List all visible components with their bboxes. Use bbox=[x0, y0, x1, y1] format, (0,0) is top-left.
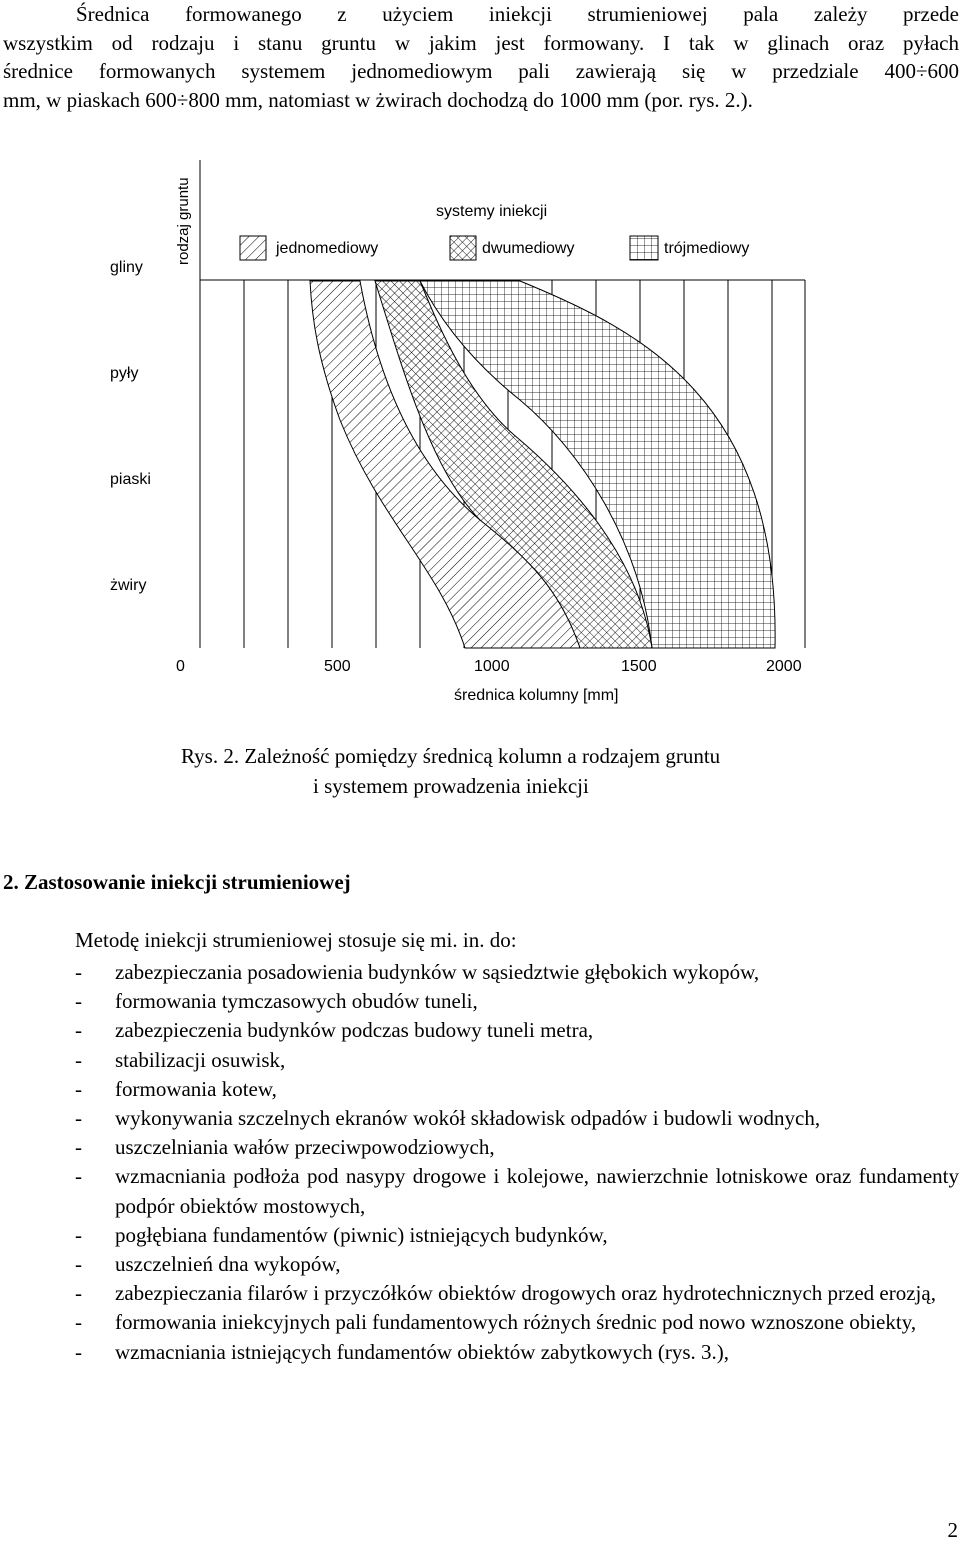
list-item: - stabilizacji osuwisk, bbox=[75, 1047, 286, 1072]
soil-label-piaski: piaski bbox=[110, 471, 151, 488]
list-item: - uszczelniania wałów przeciwpowodziowych, bbox=[75, 1135, 495, 1160]
figure-caption-line-2: i systemem prowadzenia iniekcji bbox=[313, 774, 589, 798]
intro-line-2: wszystkim od rodzaju i stanu gruntu w jakim jest formowany. I tak w glinach oraz pyłach bbox=[3, 30, 959, 55]
y-axis-title: rodzaj gruntu bbox=[175, 177, 192, 265]
list-item: - zabezpieczania posadowienia budynków w sąsiedztwie głębokich wykopów, bbox=[75, 960, 760, 984]
intro-line-3: średnice formowanych systemem jednomediowym pali zawierają się w przedziale 400÷600 bbox=[3, 59, 959, 83]
x-tick-1000: 1000 bbox=[474, 658, 510, 675]
list-item: - formowania iniekcyjnych pali fundamentowych różnych średnic pod nowo wznoszone obiekty, bbox=[75, 1310, 917, 1335]
section-heading: 2. Zastosowanie iniekcji strumieniowej bbox=[3, 870, 351, 894]
legend-label-jednomediowy: jednomediowy bbox=[276, 240, 379, 257]
soil-label-zwiry: żwiry bbox=[110, 577, 147, 594]
x-tick-2000: 2000 bbox=[766, 658, 802, 675]
section-lead: Metodę iniekcji strumieniowej stosuje się mi. in. do: bbox=[75, 928, 517, 952]
list-item: - wzmacniania podłoża pod nasypy drogowe i kolejowe, nawierzchnie lotniskowe oraz fundamenty podpór obiektów mostowych, bbox=[75, 1164, 959, 1218]
intro-line-1: Średnica formowanego z użyciem iniekcji strumieniowej pala zależy przede bbox=[76, 2, 959, 26]
x-tick-1500: 1500 bbox=[621, 658, 657, 675]
list-item: - wzmacniania istniejących fundamentów obiektów zabytkowych (rys. 3.), bbox=[75, 1339, 730, 1364]
legend-swatch-jednomediowy bbox=[240, 236, 266, 260]
page-number: 2 bbox=[947, 1518, 958, 1542]
figure-caption-line-1: Rys. 2. Zależność pomiędzy średnicą kolumn a rodzajem gruntu bbox=[181, 744, 721, 768]
x-axis-title: średnica kolumny [mm] bbox=[454, 687, 619, 704]
x-tick-500: 500 bbox=[324, 658, 351, 675]
intro-paragraph bbox=[3, 0, 959, 114]
list-item: - zabezpieczenia budynków podczas budowy tuneli metra, bbox=[75, 1018, 594, 1043]
legend-swatch-trojmediowy bbox=[630, 236, 658, 260]
list-item: - zabezpieczania filarów i przyczółków obiektów drogowych oraz hydrotechnicznych przed erozją, bbox=[75, 1281, 936, 1306]
soil-label-pyly: pyły bbox=[110, 365, 139, 382]
intro-line-4: mm, w piaskach 600÷800 mm, natomiast w żwirach dochodzą do 1000 mm (por. rys. 2.). bbox=[3, 87, 753, 112]
list-item: - formowania kotew, bbox=[75, 1076, 277, 1101]
application-list bbox=[0, 958, 960, 1367]
x-tick-0: 0 bbox=[176, 658, 185, 675]
legend-label-dwumediowy: dwumediowy bbox=[482, 240, 575, 257]
legend-swatch-dwumediowy bbox=[450, 236, 476, 260]
list-item: - wykonywania szczelnych ekranów wokół składowisk odpadów i budowli wodnych, bbox=[75, 1106, 821, 1131]
list-item: - pogłębiana fundamentów (piwnic) istniejących budynków, bbox=[75, 1222, 608, 1247]
soil-diameter-figure bbox=[0, 150, 960, 720]
legend-title: systemy iniekcji bbox=[436, 203, 548, 220]
list-item: - formowania tymczasowych obudów tuneli, bbox=[75, 989, 478, 1014]
list-item: - uszczelnień dna wykopów, bbox=[75, 1252, 341, 1277]
legend-label-trojmediowy: trójmediowy bbox=[664, 240, 750, 257]
soil-label-gliny: gliny bbox=[110, 259, 143, 276]
